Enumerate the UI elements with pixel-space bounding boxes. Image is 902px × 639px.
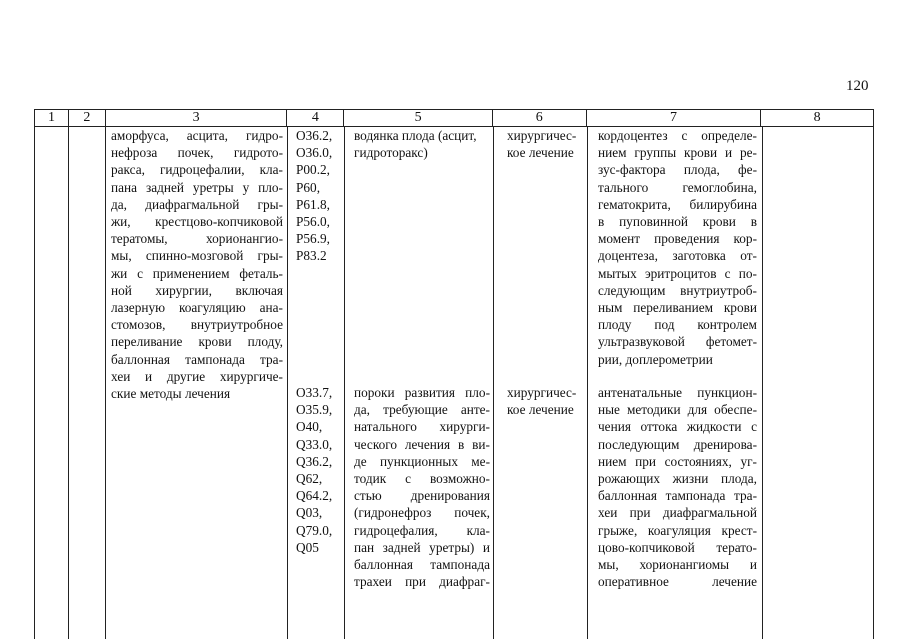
text-line: хирургичес- xyxy=(507,385,577,400)
text-line: последующим дренирова- xyxy=(598,436,757,452)
column-rule xyxy=(287,127,288,639)
text-line: пана задней уретры у пло- xyxy=(111,179,283,195)
column-header-8: 8 xyxy=(813,110,821,125)
column-header-3: 3 xyxy=(106,110,288,126)
text-line: баллонная тампонада тра- xyxy=(111,351,283,367)
column-header-1: 1 xyxy=(35,110,69,126)
column-rule xyxy=(587,127,588,639)
text-line: тального гемоглобина, xyxy=(598,179,757,195)
text-line: стомозов, внутриутробное xyxy=(111,317,283,333)
text-line: плоду под контролем xyxy=(598,317,757,333)
column-rule xyxy=(68,127,69,639)
icd-code: Q03, xyxy=(296,505,323,521)
text-line: рии, доплерометрии xyxy=(598,351,713,367)
text-line: да, диафрагмальной гры- xyxy=(111,196,283,212)
text-line: кордоцентез с определе- xyxy=(598,128,757,143)
text-line: зус-фактора плода, фе- xyxy=(598,162,757,178)
text-line: хирургичес- xyxy=(507,128,577,143)
icd-code: P60, xyxy=(296,179,321,195)
text-line: тодик с возможно- xyxy=(354,471,490,487)
text-line: де пункционных ме- xyxy=(354,453,490,469)
text-line: оперативное лечение xyxy=(598,574,757,590)
column-header-6: 6 xyxy=(493,110,587,126)
text-line: хеи и другие хирургиче- xyxy=(111,368,283,384)
text-line: баллонная тампонада тра- xyxy=(598,488,757,504)
icd-code: Q62, xyxy=(296,471,323,487)
text-line: в пуповинной крови в xyxy=(598,214,757,230)
row1-icd-codes xyxy=(296,127,342,265)
text-line: момент проведения кор- xyxy=(598,231,757,247)
icd-code: P83.2 xyxy=(296,248,327,264)
icd-code: P61.8, xyxy=(296,196,330,212)
icd-code: O36.2, xyxy=(296,128,333,143)
text-line: кое лечение xyxy=(507,145,574,161)
text-line: грыже, коагуляция крест- xyxy=(598,522,757,538)
text-line: ракса, гидроцефалии, кла- xyxy=(111,162,283,178)
column-rule xyxy=(493,127,494,639)
icd-code: O40, xyxy=(296,419,323,435)
text-line: гидроторакс) xyxy=(354,145,428,161)
column-header-5: 5 xyxy=(344,110,493,126)
column-header-2: 2 xyxy=(69,110,106,126)
row1-method-description xyxy=(111,127,283,402)
row2-treatment-method xyxy=(598,384,757,590)
text-line: ультразвуковой фетомет- xyxy=(598,334,757,350)
text-line: ческого лечения в ви- xyxy=(354,436,490,452)
text-line: пан задней уретры) и xyxy=(354,539,490,555)
icd-code: O35.9, xyxy=(296,402,333,418)
column-rule xyxy=(762,127,763,639)
row1-patient-model xyxy=(354,127,490,161)
text-line: антенатальные пункцион- xyxy=(598,385,757,400)
text-line: трахеи при диафраг- xyxy=(354,574,490,590)
text-line: переливание крови плоду, xyxy=(111,334,283,350)
icd-code: P56.9, xyxy=(296,231,330,247)
text-line: рожающих жизни плода, xyxy=(598,471,757,487)
text-line: натального хирурги- xyxy=(354,419,490,435)
text-line: следующим внутриутроб- xyxy=(598,282,757,298)
text-line: кое лечение xyxy=(507,402,574,418)
text-line: нием при состояниях, уг- xyxy=(598,453,757,469)
text-line: ские методы лечения xyxy=(111,386,231,402)
icd-code: P00.2, xyxy=(296,162,330,178)
text-line: хеи при диафрагмальной xyxy=(598,505,757,521)
page-number: 120 xyxy=(846,78,869,94)
text-line: жи, крестцово-копчиковой xyxy=(111,214,283,230)
column-header-7: 7 xyxy=(587,110,762,126)
row2-patient-model xyxy=(354,384,490,590)
text-line: пороки развития пло- xyxy=(354,385,490,400)
text-line: нием группы крови и ре- xyxy=(598,145,757,161)
text-line: да, требующие анте- xyxy=(354,402,490,418)
text-line: баллонная тампонада xyxy=(354,557,490,573)
icd-code: O36.0, xyxy=(296,145,333,161)
text-line: мы, хорионангиомы и xyxy=(598,557,757,573)
row2-treatment-type xyxy=(507,384,585,418)
icd-code: Q33.0, xyxy=(296,436,333,452)
text-line: нефроза почек, гидрото- xyxy=(111,145,283,161)
icd-code: Q36.2, xyxy=(296,453,333,469)
text-line: ной хирургии, включая xyxy=(111,282,283,298)
text-line: водянка плода (асцит, xyxy=(354,128,477,143)
text-line: (гидронефроз почек, xyxy=(354,505,490,521)
text-line: ным переливанием крови xyxy=(598,300,757,316)
icd-code: O33.7, xyxy=(296,385,333,400)
column-header-4: 4 xyxy=(287,110,344,126)
text-line: тератомы, хорионангио- xyxy=(111,231,283,247)
text-line: цово-копчиковой терато- xyxy=(598,539,757,555)
text-line: мы, спинно-мозговой гры- xyxy=(111,248,283,264)
text-line: стью дренирования xyxy=(354,488,490,504)
table-border-left xyxy=(34,127,35,639)
table-header-row xyxy=(34,109,874,127)
row1-treatment-type xyxy=(507,127,585,161)
row2-icd-codes xyxy=(296,384,342,556)
icd-code: P56.0, xyxy=(296,214,330,230)
column-rule xyxy=(344,127,345,639)
icd-code: Q05 xyxy=(296,539,319,555)
text-line: гематокрита, билирубина xyxy=(598,196,757,212)
row1-treatment-method xyxy=(598,127,757,368)
text-line: мытых эритроцитов с по- xyxy=(598,265,757,281)
text-line: лазерную коагуляцию ана- xyxy=(111,300,283,316)
text-line: гидроцефалия, кла- xyxy=(354,522,490,538)
table-border-right xyxy=(873,127,874,639)
text-line: аморфуса, асцита, гидро- xyxy=(111,128,283,143)
column-rule xyxy=(105,127,106,639)
icd-code: Q64.2, xyxy=(296,488,333,504)
text-line: доцентеза, заготовка от- xyxy=(598,248,757,264)
icd-code: Q79.0, xyxy=(296,522,333,538)
text-line: чения оттока жидкости с xyxy=(598,419,757,435)
text-line: ные методики для обеспе- xyxy=(598,402,757,418)
text-line: жи с применением феталь- xyxy=(111,265,283,281)
